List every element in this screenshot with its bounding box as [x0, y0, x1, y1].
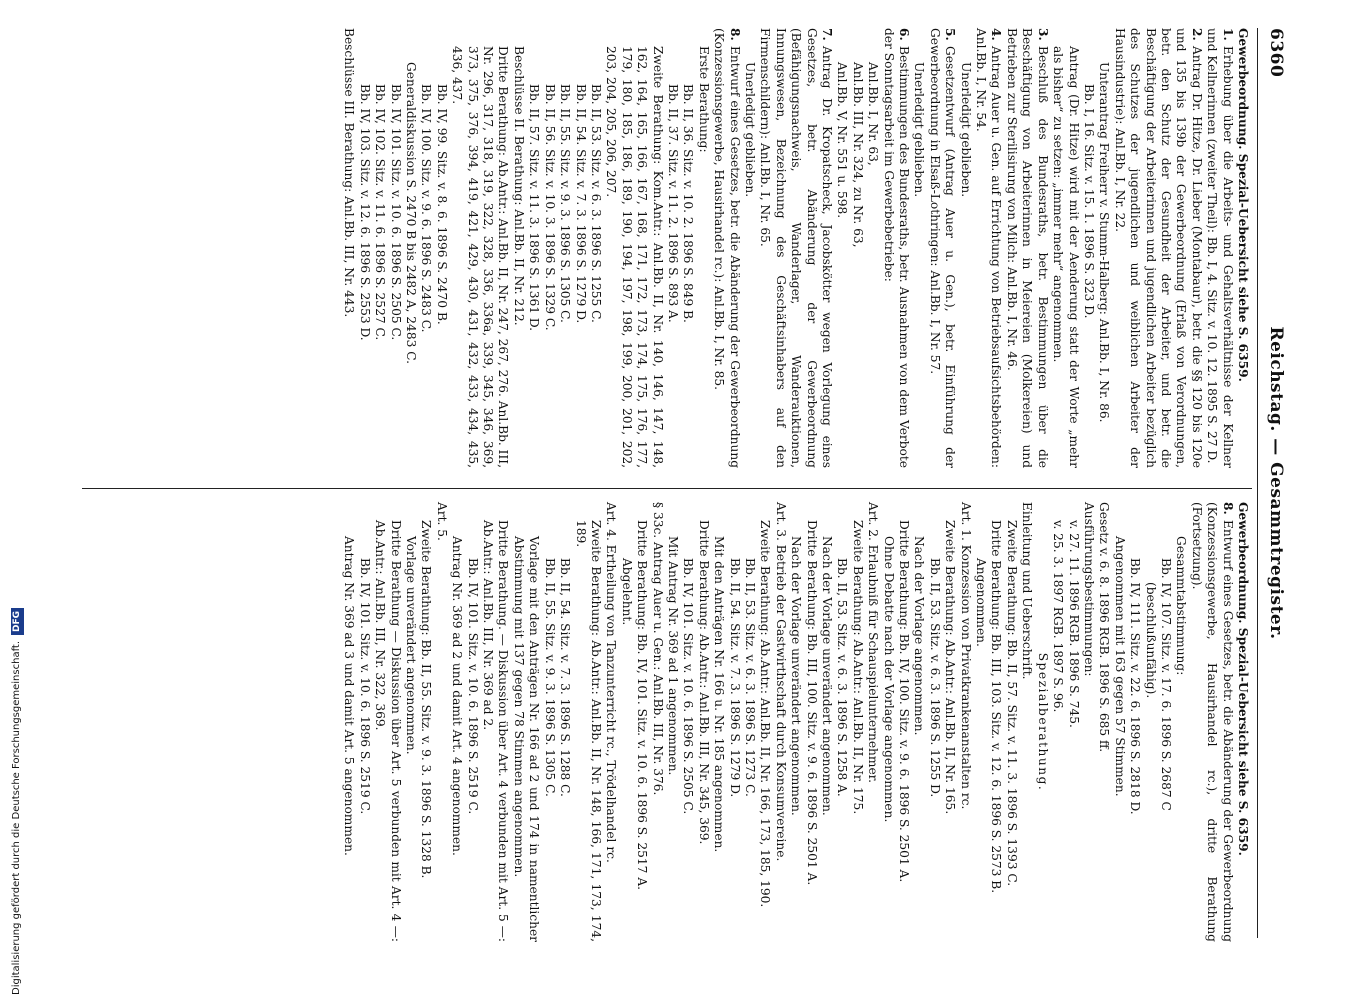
entry-text: Erhebung über die Arbeits- und Gehaltsverhältnisse der Kellner und Kellnerinnen (zweiter Theil): Bb. I, 4. Sitz. v. 10. 12. 1895 S. 27 D.	[1205, 28, 1235, 468]
index-line: Ausführungsbestimmungen:	[1081, 502, 1096, 677]
entry-text: Antrag Dr. Kropatscheck, Jacobskötter wegen Vorlegung eines Gesetzes, betr. Abänderung der Gewerbeordnung (Befähigungsnachweis, Wanderlager, Wanderauktionen, Innungswesen, Bezeichnung des Geschäftsinhabers auf den Firmenschildern): Anl.Bb. I, Nr. 65.	[758, 28, 835, 468]
index-line: Art. 2. Erlaubniß für Schauspielunternehmer.	[866, 502, 881, 784]
page-number: 6360	[1266, 28, 1286, 78]
index-line: Bb. II, 53. Sitz. v. 6. 3. 1896 S. 1255 C.	[588, 84, 603, 323]
index-line: Zweite Berathung: Kom.Antr.: Anl.Bb. II, Nr. 140, 146, 147, 148, 162, 164, 165, 166, 167, 168, 171, 172, 173, 174, 175, 176, 177, 179, 180, 185, 186, 189, 190, 194, 197, 198, 199, 200, 201, 202, 203, 204, 205, 206, 207.	[604, 46, 665, 468]
index-line: Art. 1. Konzession von Privatkrankenanstalten rc.	[958, 502, 973, 810]
index-line: Erste Berathung:	[696, 46, 711, 153]
numbered-entry	[1004, 28, 1050, 468]
index-line: Ohne Debatte nach der Vorlage angenommen.	[881, 536, 896, 823]
index-line: Mit Antrag Nr. 369 ad 1 angenommen.	[665, 536, 680, 776]
index-line: Bb. II, 54. Sitz. v. 7. 3. 1896 S. 1288 C.	[558, 558, 573, 797]
index-line: Bb. II, 56. Sitz. v. 10. 3. 1896 S. 1329 C.	[542, 84, 557, 331]
numbered-entry	[1188, 502, 1234, 942]
index-line: Antrag Nr. 369 ad 2 und damit Art. 4 angenommen.	[450, 536, 465, 856]
index-line: Bb. IV, 99. Sitz. v. 8. 6. 1896 S. 2470 B.	[434, 84, 449, 325]
entry-text: Bestimmungen des Bundesraths, betr. Ausnahmen von dem Verbote der Sonntagsarbeit im Gewerbebetriebe:	[881, 28, 912, 468]
entry-text: Entwurf eines Gesetzes, betr. die Abänderung der Gewerbeordnung (Konzessionsgewerbe, Hausirhandel rc.): Anl.Bb. I, Nr. 85.	[712, 28, 742, 468]
index-line: Unerledigt geblieben.	[743, 62, 757, 198]
numbered-entry	[880, 28, 911, 468]
entry-text: Gesetzentwurf (Antrag Auer u. Gen.), betr. Einführung der Gewerbeordnung in Elsaß-Lothringen: Anl.Bb. I, Nr. 57.	[927, 28, 958, 468]
section-heading-text: Gewerbeordnung. Spezial-Uebersicht siehe S. 6359.	[1236, 28, 1250, 382]
index-line: Dritte Berathung — Diskussion über Art. 5 verbunden mit Art. 4 —: Ab.Antr.: Anl.Bb. III, Nr. 322, 369.	[373, 520, 403, 942]
index-line: Dritte Berathung: Ab.Antr.: Anl.Bb. III, Nr. 345, 369.	[696, 520, 711, 845]
numbered-entry	[1111, 28, 1203, 468]
index-line: Abgelehnt.	[619, 558, 634, 626]
dfg-logo: DFG	[11, 608, 24, 635]
index-line: Antrag (Dr. Hitze) wird mit der Aenderung statt der Worte „mehr als bisher“ zu setzen: „immer mehr“ angenommen.	[1051, 46, 1081, 468]
index-line: Bb. IV, 101. Sitz. v. 10. 6. 1896 S. 2505 C.	[388, 84, 403, 341]
index-line: Dritte Berathung: Ab.Antr.: Anl.Bb. II, Nr. 247, 267, 276. Anl.Bb. III, Nr. 296, 317, 318, 319, 322, 328, 336, 336a, 339, 345, 346, 369, 373, 375, 376, 394, 419, 421, 429, 430, 431, 432, 433, 434, 435, 436, 437.	[450, 46, 511, 468]
index-line: Mit den Anträgen Nr. 166 u. Nr. 185 angenommen.	[712, 536, 727, 853]
index-line: Bb. II, 37. Sitz. v. 11. 2. 1896 S. 893 A.	[665, 84, 680, 323]
index-line: Unerledigt geblieben.	[958, 62, 973, 198]
credit-text: Digitalisierung gefördert durch die Deutsche Forschungsgemeinschaft.	[11, 640, 22, 995]
column-divider	[82, 488, 1252, 489]
index-line: Bb. II, 53. Sitz. v. 6. 3. 1896 S. 1273 C.	[743, 558, 757, 797]
index-line: Zweite Berathung: Bb. II, 55. Sitz. v. 9. 3. 1896 S. 1328 B.	[419, 520, 434, 879]
index-line: Unerledigt geblieben.	[912, 62, 927, 198]
index-line: Art. 4. Ertheilung von Tanzunterricht rc., Trödelhandel rc.	[604, 502, 619, 863]
index-line: Nach der Vorlage angenommen.	[912, 536, 927, 736]
index-line: § 33c. Antrag Auer u. Gen.: Anl.Bb. III, Nr. 376.	[650, 502, 665, 796]
index-line: Bb. II, 54. Sitz. v. 7. 3. 1896 S. 1279 D.	[727, 558, 742, 798]
entry-text: Antrag Auer u. Gen. auf Errichtung von Betriebsaufsichtsbehörden: Anl.Bb. I, Nr. 54.	[974, 28, 1004, 468]
numbered-entry	[926, 28, 957, 468]
index-line: Angenommen.	[974, 558, 989, 647]
index-line: Bb. I, 16. Sitz. v. 15. 1. 1896 S. 323 D.	[1081, 84, 1096, 319]
index-line: Zweite Berathung: Ab.Antr.: Anl.Bb. II, Nr. 166, 173, 185, 190.	[758, 520, 773, 908]
digitization-credit	[8, 605, 26, 995]
index-line: Gesammtabstimmung:	[1174, 536, 1189, 676]
index-line: (beschlußunfähig).	[1143, 582, 1158, 699]
index-line: Zweite Berathung: Ab.Antr.: Anl.Bb. II, Nr. 148, 166, 171, 173, 174, 189.	[573, 520, 603, 942]
index-line: Bb. IV, 101. Sitz. v. 10. 6. 1896 S. 2505 C.	[681, 558, 696, 815]
index-line: Bb. II, 53. Sitz. v. 6. 3. 1896 S. 1255 D.	[927, 558, 942, 798]
entry-number: 5.	[943, 28, 958, 41]
numbered-entry	[1204, 28, 1235, 468]
index-line: Antrag Nr. 369 ad 3 und damit Art. 5 angenommen.	[342, 536, 357, 856]
index-line: Anl.Bb. III, Nr. 324, zu Nr. 63,	[850, 62, 865, 248]
page-header-title: Reichstag. — Gesammtregister.	[1266, 326, 1286, 640]
index-line: v. 27. 11. 1896 RGB. 1896 S. 745.	[1066, 520, 1081, 728]
entry-number: 8.	[1220, 502, 1235, 515]
index-line: Einleitung und Ueberschrift.	[1020, 502, 1035, 680]
entry-text: Beschluß des Bundesraths, betr. Bestimmungen über die Beschäftigung von Arbeiterinnen in Meiereien (Molkereien) und Betrieben zur Sterilisirung von Milch: Anl.Bb. I, Nr. 46.	[1004, 28, 1050, 468]
index-line: Bb. II, 54. Sitz. v. 7. 3. 1896 S. 1279 D.	[573, 84, 588, 324]
index-line: Unterantrag Freiherr v. Stumm-Halberg: Anl.Bb. I, Nr. 86.	[1097, 62, 1112, 423]
index-line: Dritte Berathung. — Diskussion über Art. 4 verbunden mit Art. 5 —: Ab.Antr.: Anl.Bb. III, Nr. 369 ad 2.	[481, 520, 511, 942]
header-rule	[1257, 28, 1258, 938]
index-line: Art. 5.	[434, 502, 449, 541]
section-heading	[1235, 28, 1250, 468]
index-line: Beschlüsse III. Berathung: Anl.Bb. III, Nr. 443.	[342, 28, 357, 318]
entry-number: 3.	[1035, 28, 1050, 41]
entry-text: Entwurf eines Gesetzes, betr. die Abänderung der Gewerbeordnung (Konzessionsgewerbe, Hausirhandel rc.), dritte Berathung (Fortsetzung).	[1189, 502, 1235, 942]
index-line: Gesetz v. 6. 8. 1896 RGB. 1896 S. 685 ff.	[1097, 502, 1112, 753]
index-line: Dritte Berathung: Bb. III, 103. Sitz. v. 12. 6. 1896 S. 2573 B.	[989, 520, 1004, 894]
index-line: v. 25. 3. 1897 RGB. 1897 S. 96.	[1051, 520, 1066, 713]
entry-number: 4.	[989, 28, 1004, 41]
index-line: Bb. IV, 102. Sitz. v. 11. 6. 1896 S. 2527 C.	[373, 84, 388, 341]
index-line: Vorlage mit den Anträgen Nr. 166 ad 2 und 174 in namentlicher Abstimmung mit 137 gegen 78 Stimmen angenommen.	[511, 536, 542, 942]
index-line: Bb. IV, 103. Sitz. v. 12. 6. 1896 S. 2553 D.	[357, 84, 372, 341]
index-line: Angenommen mit 163 gegen 57 Stimmen.	[1112, 536, 1127, 797]
right-column	[341, 502, 1250, 942]
index-line: Bb. IV, 111. Sitz. v. 22. 6. 1896 S. 2818 D.	[1128, 558, 1143, 815]
numbered-entry	[711, 28, 742, 468]
index-line: Bb. IV, 100. Sitz. v. 9. 6. 1896 S. 2483 C.	[419, 84, 434, 333]
index-line: Bb. II, 53. Sitz. v. 6. 3. 1896 S. 1258 A.	[835, 558, 850, 797]
index-line: Art. 3. Betrieb der Gastwirthschaft durch Konsumvereine.	[773, 502, 788, 862]
index-line: Dritte Berathung: Bb. III, 100. Sitz. v. 9. 6. 1896 S. 2501 A.	[804, 520, 819, 886]
index-line: Beschlüsse II. Berathung: Anl.Bb. II, Nr. 212.	[511, 46, 526, 326]
index-line: Zweite Berathung: Ab.Antr.: Anl.Bb. II, Nr. 165.	[943, 520, 958, 815]
section-heading-text: Gewerbeordnung. Spezial-Uebersicht siehe S. 6359.	[1236, 502, 1250, 856]
numbered-entry	[757, 28, 834, 468]
index-line: Vorlage unverändert angenommen.	[404, 536, 419, 755]
index-line: Dritte Berathung: Bb. IV, 101. Sitz. v. 10. 6. 1896 S. 2517 A.	[635, 520, 650, 890]
index-line: Bb. II, 55. Sitz. v. 9. 3. 1896 S. 1305 C.	[542, 558, 557, 797]
index-line: Zweite Berathung: Ab.Antr.: Anl.Bb. II, Nr. 175.	[850, 520, 865, 815]
entry-number: 7.	[820, 28, 835, 41]
index-line: Bb. IV, 101. Sitz. v. 10. 6. 1896 S. 2519 C.	[465, 558, 480, 815]
index-line: Nach der Vorlage unverändert angenommen.	[820, 536, 835, 816]
index-line: Zweite Berathung: Bb. II, 57. Sitz. v. 11. 3. 1896 S. 1393 C.	[1004, 520, 1019, 887]
entry-number: 1.	[1220, 28, 1235, 41]
document-page	[60, 18, 1290, 948]
entry-number: 2.	[1189, 28, 1204, 41]
index-line: Spezialberathung.	[1035, 652, 1050, 792]
numbered-entry	[973, 28, 1004, 468]
entry-text: Antrag Dr. Hitze, Dr. Lieber (Montabaur), betr. die §§ 120 bis 120e und 135 bis 139b der Gewerbeordnung (Erlaß von Verordnungen, betr. den Schutz der Gesundheit der Arbeiter, und betr. die Beschäftigung der Arbeiterinnen und jugendlichen Arbeiter bezüglich des Schutzes der jugendlichen und weiblichen Arbeiter der Hausindustrie): Anl.Bb. I, Nr. 22.	[1112, 28, 1204, 468]
index-line: Anl.Bb. V, Nr. 551 u. 598.	[835, 62, 850, 219]
index-line: Nach der Vorlage unverändert angenommen.	[789, 536, 804, 816]
section-heading	[1235, 502, 1250, 942]
entry-number: 6.	[897, 28, 912, 41]
running-head	[1260, 28, 1290, 938]
index-line: Dritte Berathung: Bb. IV, 100. Sitz. v. 9. 6. 1896 S. 2501 A.	[897, 520, 912, 883]
left-column	[341, 28, 1250, 468]
index-line: Bb. II, 36. Sitz. v. 10. 2. 1896 S. 849 B.	[681, 84, 696, 323]
index-line: Bb. II, 57. Sitz. v. 11. 3. 1896 S. 1361 D.	[527, 84, 542, 332]
index-line: Bb. IV, 101. Sitz. v. 10. 6. 1896 S. 2519 C.	[357, 558, 372, 815]
index-line: Generaldiskussion S. 2470 B bis 2482 A, 2483 C.	[404, 62, 419, 364]
index-line: Anl.Bb. I, Nr. 63,	[866, 62, 881, 166]
index-line: Bb. IV, 107. Sitz. v. 17. 6. 1896 S. 2687 C	[1158, 558, 1173, 811]
index-line: Bb. II, 55. Sitz. v. 9. 3. 1896 S. 1305 C.	[558, 84, 573, 323]
entry-number: 8.	[727, 28, 742, 41]
